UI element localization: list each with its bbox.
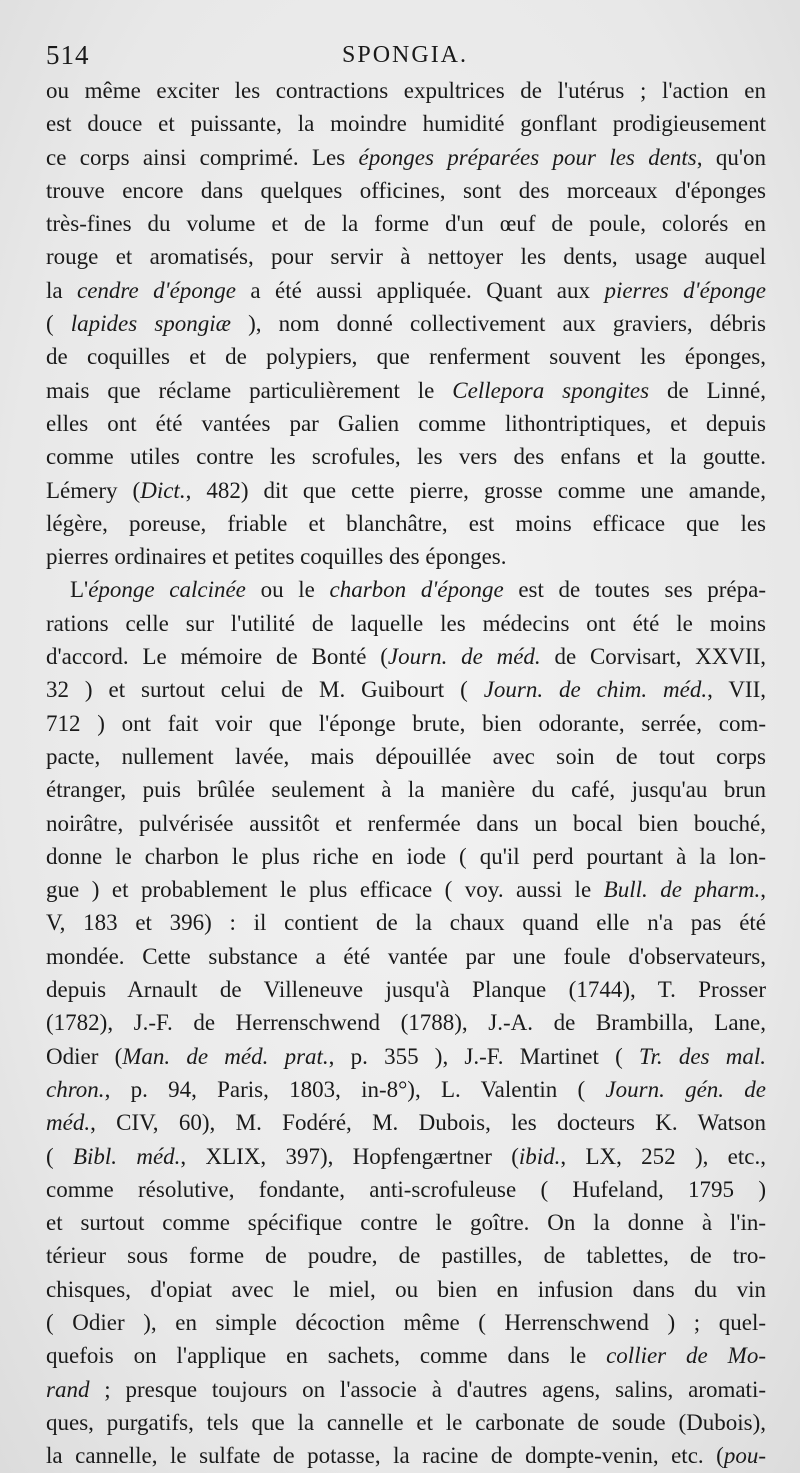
text-line [46,141,766,174]
text-segment: pacte, nullement lavée, mais dépouillée avec soin de tout corps [46,743,766,769]
text-segment: rations celle sur l'utilité de laquelle les médecins ont été le moins [46,610,766,636]
text-line [46,1206,766,1239]
text-segment: , 482) dit que cette pierre, grosse comme une amande, [185,477,766,503]
text-line [46,573,766,606]
italic-text: charbon d'éponge [329,577,504,603]
text-segment: , XLIX, 397), Hopfengærtner ( [180,1143,519,1169]
italic-text: Man. de méd. prat. [122,1043,329,1069]
body-text [46,74,766,1472]
text-line [46,1339,766,1372]
text-line [46,1140,766,1173]
italic-text: Cellepora spongites [452,377,650,403]
text-segment: ; presque toujours on l'associe à d'autres agens, salins, aromati- [89,1376,766,1402]
text-line [46,1306,766,1339]
text-segment: d'accord. Le mémoire de Bonté ( [46,644,388,670]
text-segment: mondée. Cette substance a été vantée par une foule d'observateurs, [46,943,766,969]
text-segment: (1782), J.-F. de Herrenschwend (1788), J.-A. de Brambilla, Lane, [46,1010,766,1036]
text-segment: depuis Arnault de Villeneuve jusqu'à Planque (1744), T. Prosser [46,977,766,1003]
text-line [46,174,766,207]
text-line [46,1406,766,1439]
italic-text: ibid. [518,1143,561,1169]
text-line [46,474,766,507]
text-line [46,107,766,140]
text-line [46,307,766,340]
italic-text: éponge calcinée [88,577,246,603]
text-segment: , [760,877,766,903]
text-segment: étranger, puis brûlée seulement à la manière du café, jusqu'au brun [46,777,766,803]
italic-text: pou- [723,1443,766,1469]
text-segment: légère, poreuse, friable et blanchâtre, est moins efficace que les [46,510,766,536]
text-line [46,540,766,573]
text-line [46,873,766,906]
text-segment: ( [46,1143,73,1169]
italic-text: Journ. de chim. méd. [483,677,708,703]
text-line [46,407,766,440]
text-segment: ), nom donné collectivement aux graviers, débris [231,311,766,337]
text-segment: comme résolutive, fondante, anti-scrofuleuse ( Hufeland, 1795 ) [46,1176,766,1202]
text-segment: noirâtre, pulvérisée aussitôt et renfermée dans un bocal bien bouché, [46,810,766,836]
text-segment: de Linné, [649,377,766,403]
text-line [46,840,766,873]
page-number: 514 [46,40,90,70]
text-line [46,374,766,407]
text-line [46,640,766,673]
italic-text: lapides spongiæ [70,311,232,337]
text-line [46,1006,766,1039]
text-line [46,607,766,640]
text-segment: pierres ordinaires et petites coquilles des éponges. [46,544,507,570]
text-segment: ques, purgatifs, tels que la cannelle et le carbonate de soude (Dubois), [46,1409,766,1435]
text-segment: est de toutes ses prépa- [503,577,766,603]
italic-text: collier de Mo- [606,1343,766,1369]
italic-text: pierres d'éponge [604,277,766,303]
italic-text: Journ. gén. de [605,1076,766,1102]
text-line [46,207,766,240]
italic-text: méd. [46,1110,91,1136]
text-segment: , CIV, 60), M. Fodéré, M. Dubois, les docteurs K. Watson [90,1110,766,1136]
text-segment: V, 183 et 396) : il contient de la chaux quand elle n'a pas été [46,910,766,936]
text-line [46,807,766,840]
text-segment: ( [46,311,71,337]
text-line [46,973,766,1006]
text-segment: a été aussi appliquée. Quant aux [235,277,605,303]
text-segment: , qu'on [696,144,766,170]
text-line [46,1239,766,1272]
text-segment: très-fines du volume et de la forme d'un œuf de poule, colorés en [46,211,766,237]
text-segment: et surtout comme spécifique contre le goître. On la donne à l'in- [46,1210,766,1236]
text-segment: quefois on l'applique en sachets, comme dans le [46,1343,607,1369]
running-head: SPONGIA. [342,42,469,68]
italic-text: cendre d'éponge [77,277,236,303]
text-segment: la cannelle, le sulfate de potasse, la racine de dompte-venin, etc. ( [46,1443,724,1469]
text-line [46,673,766,706]
text-line [46,740,766,773]
text-segment: la [46,277,78,303]
text-segment: , LX, 252 ), etc., [560,1143,766,1169]
text-segment: mais que réclame particulièrement le [46,377,453,403]
text-segment: elles ont été vantées par Galien comme lithontriptiques, et depuis [46,410,766,436]
text-segment: Lémery ( [46,477,141,503]
text-line [46,440,766,473]
text-line [46,507,766,540]
page-header [46,34,766,74]
text-line [46,1373,766,1406]
text-segment: L' [70,577,89,603]
text-line [46,1273,766,1306]
italic-text: chron. [46,1076,105,1102]
text-segment: ou même exciter les contractions expultrices de l'utérus ; l'action en [46,78,766,103]
text-line [46,1439,766,1472]
text-segment: est douce et puissante, la moindre humidité gonflant prodigieusement [46,111,766,137]
text-segment: comme utiles contre les scrofules, les vers des enfans et la goutte. [46,444,766,470]
text-line [46,1040,766,1073]
text-line [46,74,766,107]
italic-text: Tr. des mal. [639,1043,766,1069]
text-segment: , p. 355 ), J.-F. Martinet ( [328,1043,639,1069]
text-segment: , p. 94, Paris, 1803, in-8°), L. Valentin ( [104,1076,606,1102]
italic-text: éponges préparées pour les dents [358,144,697,170]
text-segment: de Corvisart, XXVII, [540,644,766,670]
text-segment: de coquilles et de polypiers, que renferment souvent les éponges, [46,344,766,370]
text-segment: Odier ( [46,1043,123,1069]
text-segment: ce corps ainsi comprimé. Les [46,144,359,170]
italic-text: Dict. [140,477,186,503]
text-segment: , VII, [707,677,766,703]
text-segment: chisques, d'opiat avec le miel, ou bien en infusion dans du vin [46,1276,766,1302]
text-line [46,1106,766,1139]
text-line [46,240,766,273]
text-segment: 32 ) et surtout celui de M. Guibourt ( [46,677,484,703]
text-line [46,1073,766,1106]
text-line [46,1173,766,1206]
text-segment: rouge et aromatisés, pour servir à nettoyer les dents, usage auquel [46,244,766,270]
text-segment: térieur sous forme de poudre, de pastilles, de tablettes, de tro- [46,1243,766,1269]
text-segment: 712 ) ont fait voir que l'éponge brute, bien odorante, serrée, com- [46,710,766,736]
italic-text: Bull. de pharm. [603,877,761,903]
text-segment: trouve encore dans quelques officines, sont des morceaux d'éponges [46,177,766,203]
text-line [46,707,766,740]
text-line [46,340,766,373]
text-line [46,906,766,939]
text-segment: donne le charbon le plus riche en iode ( qu'il perd pourtant à la lon- [46,843,766,869]
text-segment: gue ) et probablement le plus efficace ( voy. aussi le [46,877,604,903]
text-line [46,773,766,806]
text-line [46,274,766,307]
italic-text: rand [46,1376,90,1402]
text-segment: ( Odier ), en simple décoction même ( Herrenschwend ) ; quel- [46,1309,766,1335]
text-segment: ou le [245,577,330,603]
italic-text: Journ. de méd. [387,644,541,670]
italic-text: Bibl. méd. [72,1143,181,1169]
text-line [46,940,766,973]
